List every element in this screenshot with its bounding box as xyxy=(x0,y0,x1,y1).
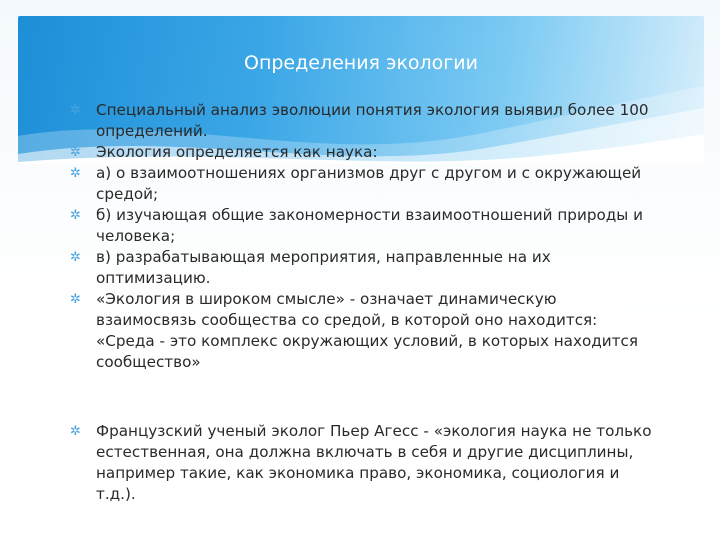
list-item xyxy=(62,100,652,142)
list-item-text: б) изучающая общие закономерности взаимоотношений природы и человека; xyxy=(96,206,643,245)
slide-title: Определения экологии xyxy=(243,52,478,74)
asterisk-star-icon: ✲ xyxy=(70,208,81,223)
bullet-list xyxy=(62,100,652,505)
list-item xyxy=(62,142,652,163)
list-item xyxy=(62,205,652,247)
asterisk-star-icon: ✲ xyxy=(70,166,81,181)
list-item xyxy=(62,421,652,505)
list-item-text: а) о взаимоотношениях организмов друг с другом и с окружающей средой; xyxy=(96,164,642,203)
asterisk-star-icon: ✲ xyxy=(70,250,81,265)
list-item-text: «Экология в широком смысле» - означает динамическую взаимосвязь сообщества со средой, в которой оно находится: «Среда - это комплекс окружающих условий, в которых находится сообщество» xyxy=(96,290,638,371)
asterisk-star-icon: ✲ xyxy=(70,292,81,307)
asterisk-star-icon: ✲ xyxy=(70,103,81,118)
list-item-text: Специальный анализ эволюции понятия экология выявил более 100 определений. xyxy=(96,101,649,140)
list-item xyxy=(62,163,652,205)
list-item xyxy=(62,289,652,373)
list-item xyxy=(62,247,652,289)
list-spacer xyxy=(62,373,652,421)
list-item-text: Французский ученый эколог Пьер Агесс - «экология наука не только естественная, она должна включать в себя и другие дисциплины, например такие, как экономика право, экономика, социология и т.д.). xyxy=(96,422,652,503)
asterisk-star-icon: ✲ xyxy=(70,424,81,439)
list-item-text: Экология определяется как наука: xyxy=(96,143,378,161)
list-item-text: в) разрабатывающая мероприятия, направленные на их оптимизацию. xyxy=(96,248,551,287)
asterisk-star-icon: ✲ xyxy=(70,145,81,160)
